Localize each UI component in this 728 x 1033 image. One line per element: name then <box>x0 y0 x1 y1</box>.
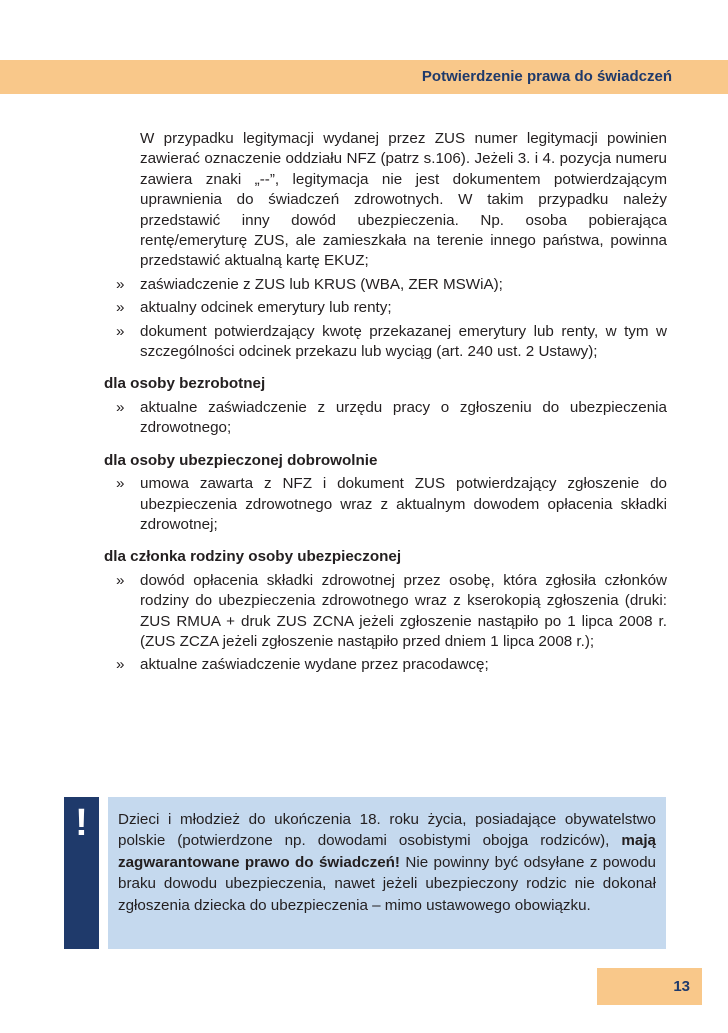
list-item-text: aktualny odcinek emerytury lub renty; <box>140 299 392 317</box>
list-item-text: zaświadczenie z ZUS lub KRUS (WBA, ZER MSWiA); <box>140 275 503 293</box>
list-item-text: dowód opłacenia składki zdrowotnej przez osobę, która zgłosiła członków rodziny do ubezpieczenia zdrowotnego wraz z kserokopią zgłoszenia (druki: ZUS RMUA + druk ZUS ZCNA jeżeli zgłoszenie nastąpiło po 1 lipca 2008 r. (ZUS ZCZA jeżeli zgłoszenie nastąpiło przed dniem 1 lipca 2008 r.); <box>140 571 667 650</box>
notice-panel <box>108 797 666 949</box>
bullet-mark: » <box>116 275 125 293</box>
notice-text-bold: mają zagwarantowane prawo do świadczeń! <box>118 832 656 871</box>
footer-band <box>597 968 702 1005</box>
bullet-mark: » <box>116 299 125 317</box>
list-item <box>104 275 667 295</box>
list-item <box>104 298 667 318</box>
list-item <box>104 398 667 439</box>
list-item <box>104 571 667 653</box>
list-item <box>104 655 667 675</box>
list-item-text: aktualne zaświadczenie z urzędu pracy o zgłoszeniu do ubezpieczenia zdrowotnego; <box>140 398 667 437</box>
section-heading-family: dla członka rodziny osoby ubezpieczonej <box>104 548 402 566</box>
bullet-mark: » <box>116 398 125 416</box>
intro-paragraph: W przypadku legitymacji wydanej przez ZUS numer legitymacji powinien zawierać oznaczenie oddziału NFZ (patrz s.106). Jeżeli 3. i 4. pozycja numeru zawiera znaki „--”, legitymacja nie jest dokumentem potwierdzającym uprawnienia do świadczeń zdrowotnych. W takim przypadku należy przedstawić inny dowód ubezpieczenia. Np. osoba pobierająca rentę/emeryturę ZUS, ale zamieszkała na terenie innego państwa, powinna przedstawić aktualną kartę EKUZ; <box>140 130 667 270</box>
list-item <box>104 322 667 363</box>
list-item <box>104 474 667 535</box>
notice-bar <box>64 797 99 949</box>
exclamation-icon: ! <box>75 802 88 844</box>
notice-box <box>64 797 666 949</box>
list-item-text: umowa zawarta z NFZ i dokument ZUS potwierdzający zgłoszenie do ubezpieczenia zdrowotnego wraz z aktualnym dowodem opłacenia składki zdrowotnej; <box>140 475 667 533</box>
notice-text <box>118 809 656 916</box>
bullet-mark: » <box>116 322 125 340</box>
page-number: 13 <box>673 978 690 995</box>
bullet-mark: » <box>116 571 125 589</box>
section-heading-voluntary: dla osoby ubezpieczonej dobrowolnie <box>104 451 378 469</box>
section-heading-unemployed: dla osoby bezrobotnej <box>104 375 266 393</box>
bullet-mark: » <box>116 656 125 674</box>
main-content <box>104 129 667 676</box>
list-item-text: dokument potwierdzający kwotę przekazanej emerytury lub renty, w tym w szczególności odcinek przekazu lub wyciąg (art. 240 ust. 2 Ustawy); <box>140 322 667 361</box>
bullet-mark: » <box>116 475 125 493</box>
list-item-text: aktualne zaświadczenie wydane przez pracodawcę; <box>140 656 489 674</box>
notice-text-after: Nie powinny być odsyłane z powodu braku dowodu ubezpieczenia, nawet jeżeli ubezpieczony rodzic nie dokonał zgłoszenia dziecka do ubezpieczenia – mimo ustawowego obowiązku. <box>118 853 656 914</box>
notice-text-before: Dzieci i młodzież do ukończenia 18. roku życia, posiadające obywatelstwo polskie (potwierdzone np. dowodami osobistymi obojga rodziców), <box>118 811 656 850</box>
page-header-title: Potwierdzenie prawa do świadczeń <box>421 68 672 85</box>
